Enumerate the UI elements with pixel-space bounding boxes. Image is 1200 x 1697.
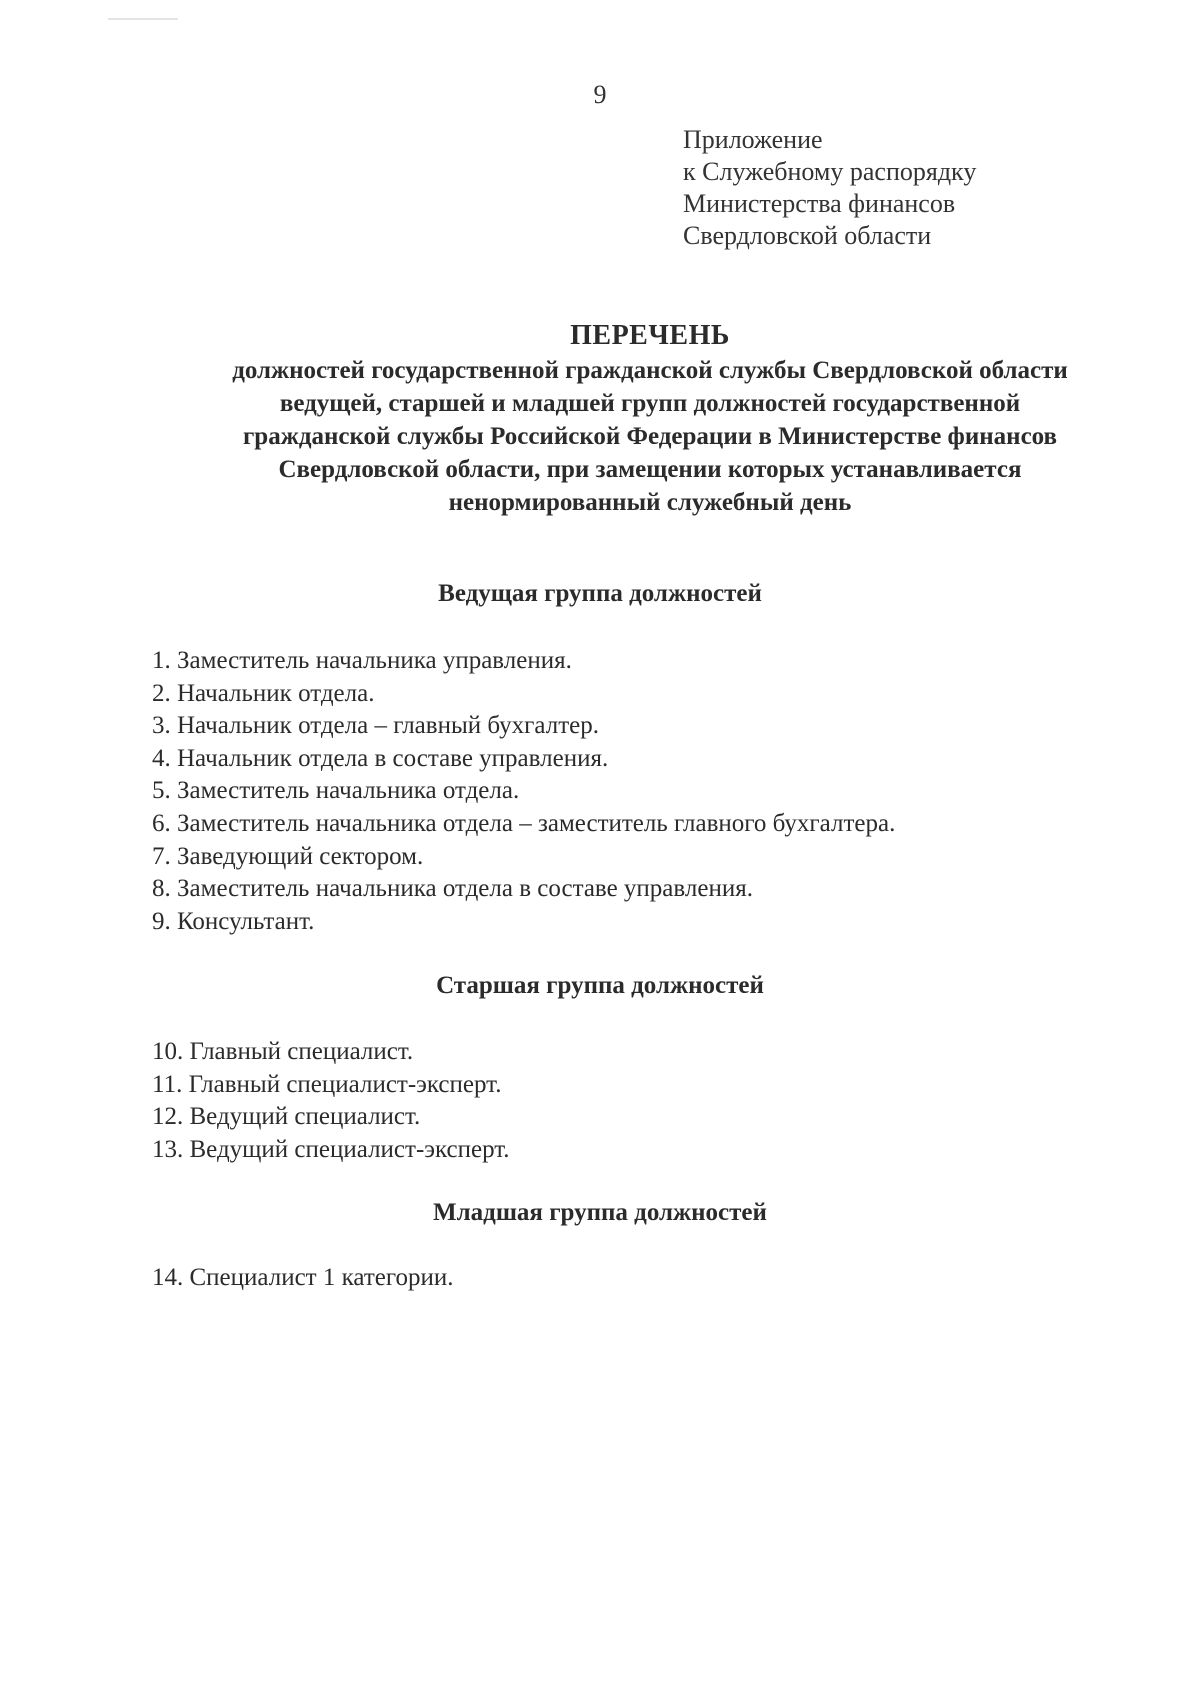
appendix-line: Свердловской области xyxy=(683,221,932,250)
list-item: 14. Специалист 1 категории. xyxy=(152,1264,454,1291)
group-heading-junior: Младшая группа должностей xyxy=(433,1199,767,1226)
list-item: 10. Главный специалист. xyxy=(152,1038,414,1065)
list-item: 12. Ведущий специалист. xyxy=(152,1103,421,1131)
appendix-line: Приложение xyxy=(683,125,823,154)
position-list-leading xyxy=(152,645,895,938)
list-item: 4. Начальник отдела в составе управления. xyxy=(152,744,609,772)
subtitle-line: должностей государственной гражданской службы Свердловской области xyxy=(232,357,1068,384)
position-list-junior xyxy=(152,1262,453,1295)
list-item: 1. Заместитель начальника управления. xyxy=(152,647,572,674)
list-item: 8. Заместитель начальника отдела в составе управления. xyxy=(152,875,753,903)
subtitle-line: ведущей, старшей и младшей групп должностей государственной xyxy=(279,390,1021,417)
scan-artifact xyxy=(108,18,178,20)
title-block xyxy=(110,318,1190,519)
group-heading-senior: Старшая группа должностей xyxy=(436,972,764,999)
list-item: 5. Заместитель начальника отдела. xyxy=(152,777,520,805)
list-item: 2. Начальник отдела. xyxy=(152,679,375,707)
subtitle-line: Свердловской области, при замещении которых устанавливается xyxy=(278,456,1022,483)
list-item: 7. Заведующий сектором. xyxy=(152,842,424,870)
appendix-line: к Служебному распорядку xyxy=(683,157,977,186)
document-subtitle xyxy=(110,354,1190,519)
list-item: 6. Заместитель начальника отдела – заместитель главного бухгалтера. xyxy=(152,809,896,837)
document-title: ПЕРЕЧЕНЬ xyxy=(570,320,730,351)
subtitle-line: ненормированный служебный день xyxy=(448,489,852,516)
group-heading-leading: Ведущая группа должностей xyxy=(438,580,762,607)
list-item: 13. Ведущий специалист-эксперт. xyxy=(152,1135,510,1163)
position-list-senior xyxy=(152,1036,510,1166)
appendix-note xyxy=(683,124,1163,252)
list-item: 3. Начальник отдела – главный бухгалтер. xyxy=(152,712,599,740)
list-item: 11. Главный специалист-эксперт. xyxy=(152,1070,502,1098)
page-number: 9 xyxy=(593,80,607,109)
appendix-line: Министерства финансов xyxy=(683,189,956,218)
subtitle-line: гражданской службы Российской Федерации в Министерстве финансов xyxy=(242,423,1058,450)
list-item: 9. Консультант. xyxy=(152,907,315,935)
